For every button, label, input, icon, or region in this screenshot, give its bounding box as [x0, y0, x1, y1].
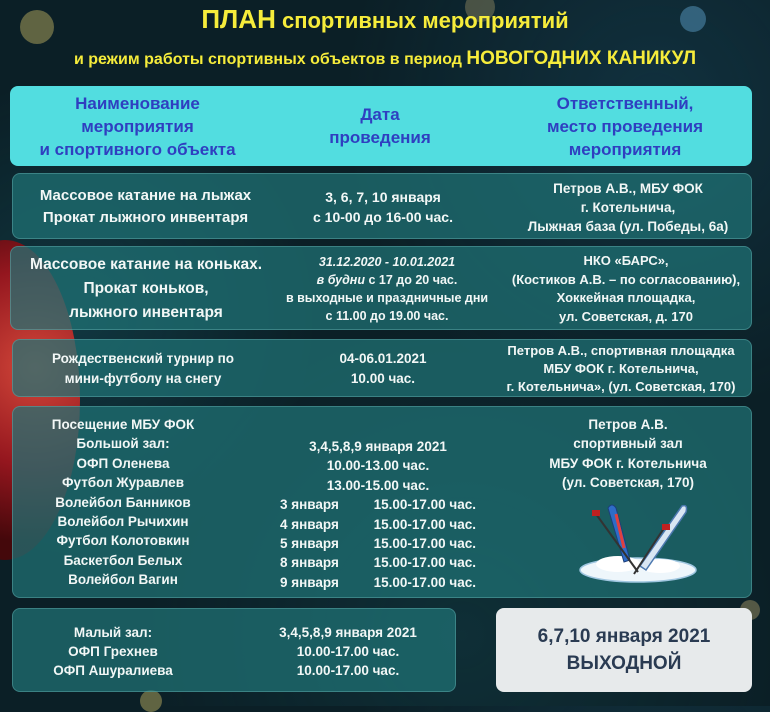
header-col-name — [10, 86, 265, 166]
row-resp-line: Хоккейная площадка, — [556, 290, 696, 305]
date-weekdays — [317, 271, 458, 289]
row-event-date-line: 04-06.01.2021 — [339, 351, 427, 366]
header-col-resp-line: Ответственный, — [556, 93, 694, 113]
row-event-name-line: ОФП Ашуралиева — [53, 662, 173, 678]
row-event-date — [283, 340, 483, 398]
date-weekdays-time: с 17 до 20 час. — [365, 273, 458, 287]
date-weekdays-label: в будни — [316, 273, 365, 287]
schedule-day: 8 января — [280, 555, 339, 571]
subtitle-holidays: НОВОГОДНИХ КАНИКУЛ — [466, 48, 697, 69]
row-event-name-line: Волейбол Банников — [55, 494, 191, 510]
dayoff-notice — [496, 608, 752, 692]
row-event-name — [13, 609, 213, 693]
row-event-date-line: 10.00 час. — [350, 371, 416, 386]
table-header — [10, 86, 752, 166]
schedule-row — [280, 553, 476, 572]
title-word-plan: ПЛАН — [201, 4, 276, 34]
row-event-date-line: 3,4,5,8,9 января 2021 — [279, 624, 417, 640]
row-event-name-line: Посещение МБУ ФОК — [51, 417, 195, 432]
row-resp-line: ул. Советская, д. 170 — [559, 308, 693, 324]
row-event-name-line: Массовое катание на коньках. — [29, 256, 263, 273]
row-event-date — [248, 609, 448, 693]
row-resp-line: НКО «БАРС», — [583, 253, 669, 268]
row-event-date-line: 13.00-15.00 час. — [326, 477, 430, 493]
row-event-name — [13, 340, 273, 398]
row-event-date-line: 3, 6, 7, 10 января — [325, 189, 441, 205]
row-event-date — [273, 437, 483, 593]
schedule-day: 9 января — [280, 574, 339, 590]
table-row — [12, 173, 752, 239]
row-event-date-line: 10.00-13.00 час. — [326, 458, 430, 474]
header-col-name-line: Наименование — [75, 93, 200, 113]
row-event-name-line: Рождественский турнир по — [51, 351, 235, 366]
header-col-date-line: Дата — [360, 105, 400, 124]
row-resp-line: г. Котельнича», (ул. Советская, 170) — [506, 379, 736, 394]
row-event-name-line: Баскетбол Белых — [63, 552, 183, 568]
row-event-date-line: 10.00-17.00 час. — [296, 643, 400, 659]
dayoff-label: ВЫХОДНОЙ — [566, 653, 682, 674]
date-holidays: в выходные и праздничные дни — [285, 291, 489, 305]
row-event-name-line: ОФП Грехнев — [68, 643, 158, 659]
row-event-name — [13, 174, 278, 240]
row-event-name — [11, 247, 281, 331]
date-holidays-time: с 11.00 до 19.00 час. — [325, 309, 449, 323]
row-event-name-line: лыжного инвентаря — [69, 304, 223, 321]
row-event-name-line: Малый зал: — [73, 624, 153, 640]
row-event-responsible — [489, 340, 753, 398]
schedule-time: 15.00-17.00 час. — [373, 555, 476, 571]
row-resp-line: Петров А.В., спортивная площадка — [507, 343, 735, 358]
schedule-time: 15.00-17.00 час. — [373, 516, 476, 532]
row-event-date-line: с 10-00 до 16-00 час. — [313, 209, 453, 225]
page-title — [0, 4, 770, 35]
schedule-day: 3 января — [280, 497, 339, 513]
row-resp-line: (Костиков А.В. – по согласованию), — [511, 271, 741, 287]
schedule-row — [280, 515, 476, 534]
row-resp-line: МБУ ФОК г. Котельнича, — [543, 361, 699, 376]
row-event-name-line: ОФП Оленева — [76, 455, 170, 471]
schedule-row — [280, 573, 476, 592]
header-col-date-line: проведения — [329, 128, 431, 147]
row-event-responsible — [503, 174, 753, 240]
row-resp-line: Петров А.В. — [588, 417, 668, 432]
header-col-name-line: мероприятия — [81, 116, 194, 136]
row-resp-line: МБУ ФОК г. Котельнича — [549, 455, 707, 471]
row-event-name-line: мини-футболу на снегу — [64, 371, 222, 386]
row-event-name-line: Прокат коньков, — [83, 280, 209, 297]
row-event-name-line: Футбол Колотовкин — [56, 533, 190, 549]
schedule-time: 15.00-17.00 час. — [373, 536, 476, 552]
header-col-resp-line: мероприятия — [568, 139, 682, 159]
subtitle-text: и режим работы спортивных объектов в период — [73, 51, 462, 68]
row-event-name-line: Волейбол Рычихин — [57, 514, 189, 530]
date-period: 31.12.2020 - 10.01.2021 — [318, 255, 456, 269]
bokeh-light — [140, 690, 162, 712]
schedule-row — [280, 495, 476, 514]
header-col-responsible — [510, 86, 740, 166]
row-event-responsible — [513, 415, 743, 495]
header-col-name-line: и спортивного объекта — [39, 139, 236, 159]
row-resp-line: (ул. Советская, 170) — [562, 475, 694, 491]
row-event-date-line: 3,4,5,8,9 января 2021 — [309, 439, 447, 454]
table-row — [10, 246, 752, 330]
schedule-day: 4 января — [280, 516, 339, 532]
schedule-day: 5 января — [280, 536, 339, 552]
row-event-date — [283, 174, 483, 240]
dayoff-text — [496, 608, 752, 692]
row-resp-line: Лыжная база (ул. Победы, 6а) — [527, 218, 729, 234]
header-col-resp-line: место проведения — [546, 116, 704, 136]
row-resp-line: Петров А.В., МБУ ФОК — [553, 180, 703, 196]
header-col-date — [280, 86, 480, 166]
row-event-responsible — [499, 247, 753, 331]
row-event-name-line: Прокат лыжного инвентаря — [42, 209, 249, 226]
schedule-time: 15.00-17.00 час. — [373, 574, 476, 590]
page-subtitle — [0, 48, 770, 70]
row-event-name-line: Волейбол Вагин — [68, 572, 178, 588]
row-event-name — [13, 415, 233, 591]
skis-in-snow-illustration — [578, 498, 698, 588]
dayoff-dates: 6,7,10 января 2021 — [537, 626, 711, 647]
schedule-time: 15.00-17.00 час. — [373, 497, 476, 513]
row-resp-line: г. Котельнича, — [580, 199, 676, 215]
row-resp-line: спортивный зал — [573, 436, 683, 452]
row-event-name-line: Массовое катание на лыжах — [39, 187, 252, 204]
table-row — [12, 608, 456, 692]
schedule-row — [280, 534, 476, 553]
row-event-date-line: 10.00-17.00 час. — [296, 662, 400, 678]
row-event-name-line: Футбол Журавлев — [62, 475, 184, 491]
row-event-name-line: Большой зал: — [76, 436, 170, 452]
row-event-date — [273, 247, 501, 331]
table-row — [12, 339, 752, 397]
title-word-sport: спортивных мероприятий — [281, 8, 569, 33]
